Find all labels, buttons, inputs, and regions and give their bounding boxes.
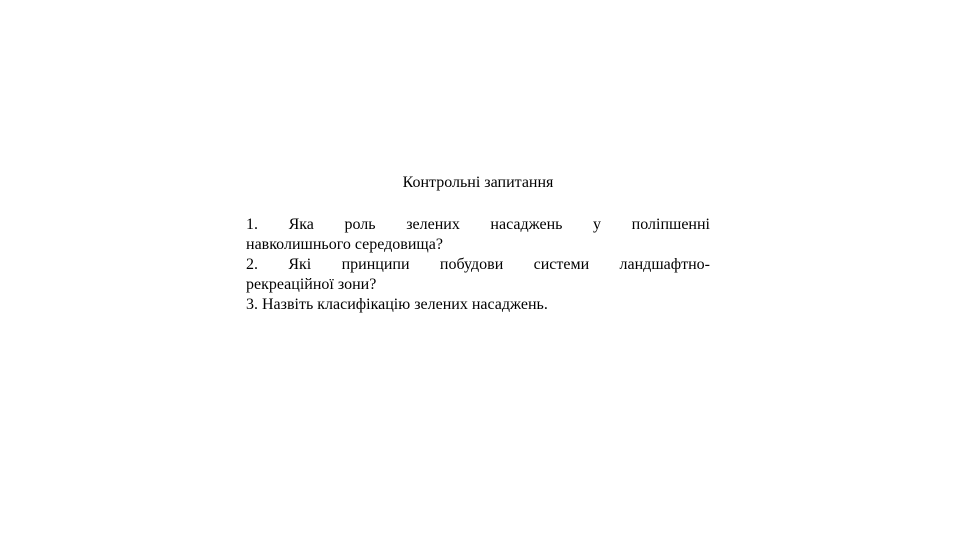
question-2-line-1: 2. Які принципи побудови системи ландшафтно- xyxy=(246,256,710,273)
question-2-line-2: рекреаційної зони? xyxy=(246,276,377,293)
question-3-line-1: 3. Назвіть класифікацію зелених насаджень. xyxy=(246,296,548,313)
question-1-line-1: 1. Яка роль зелених насаджень у поліпшенні xyxy=(246,216,710,233)
question-1-line-2: навколишнього середовища? xyxy=(246,236,443,253)
question-item-3 xyxy=(246,295,710,315)
question-item-2 xyxy=(246,255,710,295)
question-item-1 xyxy=(246,215,710,255)
page-title: Контрольні запитання xyxy=(402,174,554,191)
questions-list xyxy=(246,215,710,315)
